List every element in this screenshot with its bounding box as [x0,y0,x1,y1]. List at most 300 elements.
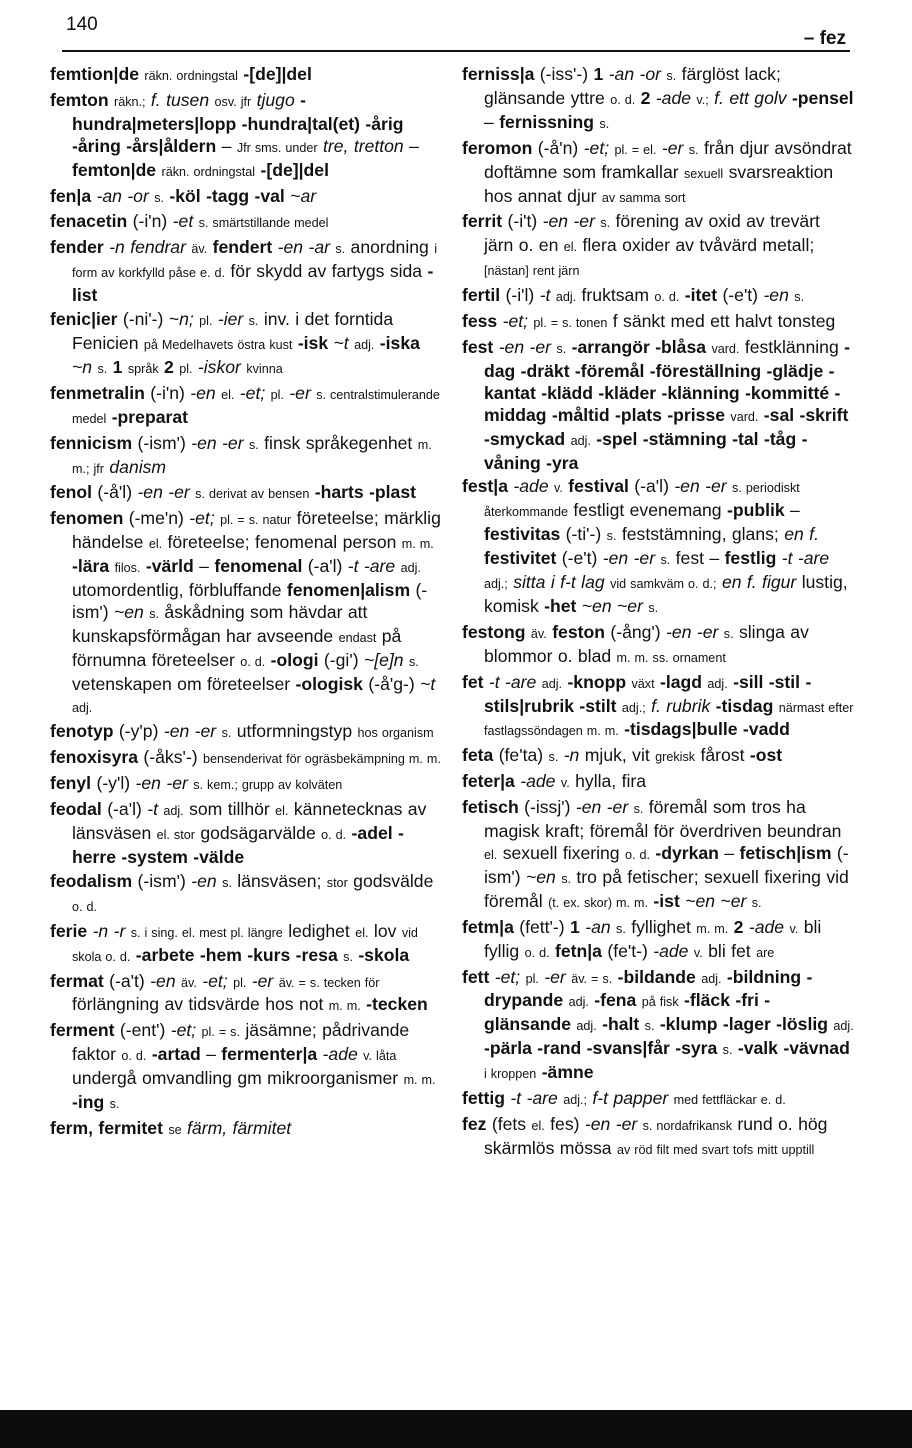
definition-text: (-y'p) [118,721,159,742]
headword: feromon [462,137,533,158]
guide-word: – fez [803,28,846,49]
headword: -köl -tagg -val [169,185,285,206]
inflection: -an -or [608,64,662,84]
dictionary-entry [50,64,442,88]
headword: -klump -lager -löslig [659,1014,828,1035]
headword: 2 [164,356,174,377]
definition-text: länsväsen; [237,870,322,891]
inflection: -ade [322,1044,358,1065]
inflection: -n -r [92,920,126,941]
definition-text: på förnumna företeelser [72,625,402,670]
small-note: språk [127,361,159,376]
definition-text: (-ent') [119,1020,166,1041]
inflection: -ier [217,309,244,330]
small-note: m. m. [401,537,434,552]
headword: fen|a [50,185,92,206]
inflection: -en -er [602,548,656,569]
headword: fetm|a [462,916,514,937]
inflection: -et; [583,137,610,158]
definition-text: (-y'l) [96,773,131,794]
inflection: -t -are [781,548,830,569]
headword: festival [568,476,629,497]
definition-text: förlängning av tidsvärde hos not [72,994,324,1015]
headword: 1 [112,356,123,377]
definition-text: – [409,135,419,156]
headword: fetisch|ism [739,843,832,863]
inflection: färm, färmitet [187,1117,292,1138]
inflection: f. ett golv [714,87,787,108]
small-note: bensenderivat för ogräsbekämpning m. m. [202,752,441,767]
headword: 1 [570,916,580,937]
small-note: äv. [191,242,208,257]
small-note: s. [723,626,734,641]
inflection: danism [109,456,167,477]
definition-text: festligt evenemang [573,500,722,521]
inflection: -ade [655,87,692,108]
definition-text: fyllighet [631,916,691,937]
small-note: o. d. [524,945,550,960]
headword: ferie [50,920,88,941]
inflection: -t -are [488,671,537,692]
headword: -artad [151,1044,201,1065]
inflection: -t -are [347,556,396,577]
inflection: -en -ar [277,237,330,258]
inflection: -en -er [575,797,629,818]
headword: fenotyp [50,721,114,742]
headword: fett [462,966,490,987]
scan-bottom-band [0,1410,912,1448]
headword: -lära [72,556,110,577]
dictionary-entry [462,64,854,136]
small-note: (t. ex. skor) m. m. [548,895,649,910]
small-note: räkn. ordningstal [144,69,238,83]
small-note: sexuell [684,166,724,181]
small-note: pl. [525,971,539,986]
headword: -lagd [659,671,702,692]
definition-text: finsk språkegenhet [264,432,413,453]
headword: fernissning [499,111,595,132]
definition-text: företeelse; fenomenal person [167,532,397,553]
small-note: s. smärtstillande medel [198,216,329,231]
small-note: pl. [233,975,247,990]
definition-text: (fett'-) [519,916,565,937]
small-note: v. [789,921,799,936]
small-note: s. [154,190,165,205]
inflection: -t [539,285,551,306]
inflection: -et; [239,382,266,403]
small-note: s. kem.; grupp av kolväten [193,778,343,793]
small-note: vard. [730,409,759,424]
inflection: -en -er [674,476,727,497]
inflection: ~t [420,673,436,694]
headword: -sal -skrift -smyckad [484,404,849,449]
small-note: s. [561,871,572,886]
small-note: adj. [701,971,722,986]
headword: -skola [358,944,410,965]
headword: fenomen [50,508,124,529]
definition-text: – [221,135,232,156]
inflection: ~ar [290,185,317,206]
small-note: s. [722,1043,733,1058]
inflection: f-t papper [592,1088,669,1109]
definition-text: (-iss'-) [539,64,589,84]
small-note: s. [644,1019,655,1034]
headword: -tecken [366,994,428,1015]
small-note: endast [338,630,377,645]
small-note: el. stor [156,828,195,843]
headword: festivitas [484,524,561,545]
definition-text: (-e't) [722,285,759,306]
headword: fez [462,1113,487,1134]
headword: fenacetin [50,211,128,232]
dictionary-entry [462,1114,854,1162]
inflection: -iskor [197,356,241,377]
small-note: adj. [163,804,184,819]
definition-text: lustig, komisk [484,572,848,616]
definition-text: bli fyllig [484,916,822,961]
definition-text: utformningstyp [236,721,353,742]
small-note: osv. jfr [214,94,252,109]
small-note: m. m. ss. ornament [616,650,726,665]
headword: femton [50,89,109,110]
headword: -värld [145,556,194,577]
dictionary-entry [50,90,442,184]
definition-text: – [206,1044,216,1065]
headword: fenic|ier [50,309,118,330]
definition-text: (-ism') [137,432,186,453]
inflection: ~t [333,332,349,353]
small-note: Jfr sms. under [236,140,318,155]
inflection: -en [763,285,789,306]
small-note: s. [660,553,671,568]
dictionary-entry [50,799,442,869]
dictionary-entry [462,771,854,795]
definition-text: (-å'n) [537,137,579,158]
inflection: -en -er [542,211,595,232]
headword: -fena [594,990,637,1011]
inflection: ~n; [168,309,194,330]
small-note: v.; [696,92,709,107]
inflection: -en [190,382,216,403]
definition-text: kännetecknas av länsväsen [72,799,427,844]
definition-text: (-ism') [72,580,428,622]
definition-text: godsägarvälde [200,823,316,844]
small-note: s. [633,802,644,817]
small-note: [nästan] rent järn [484,264,580,279]
definition-text: feststämning, glans; [621,524,779,545]
small-note: äv. [181,975,197,990]
small-note: s. [751,895,762,910]
dictionary-entry [50,971,442,1019]
inflection: -er [289,382,311,403]
definition-text: vetenskapen om företeelser [72,673,291,694]
inflection: -en -er [666,621,719,642]
small-note: s. [221,726,232,741]
inflection: tjugo [256,89,295,110]
small-note: v. [560,776,570,791]
small-note: s. [599,116,610,131]
headword: -hundra|meters|lopp -hundra|tal(et) -årig -åring -års|åldern [72,89,404,156]
definition-text: f sänkt med ett halvt tonsteg [612,311,836,332]
inflection: ~[e]n [363,649,404,670]
headword: -publik [726,500,785,521]
definition-text: förening av oxid av trevärt järn o. en [484,211,820,256]
headword: fetn|a [555,940,602,961]
small-note: pl. = s. natur [220,513,292,528]
headword: fermenter|a [221,1044,318,1065]
definition-text: (-i't) [507,211,538,232]
definition-text: inv. i det forntida Fenicien [72,309,394,353]
inflection: en f. [784,524,819,545]
small-note: s. centralstimulerande medel [72,387,440,426]
dictionary-entry [50,383,442,431]
definition-text: (-e't) [561,548,598,569]
headword: -bildning -drypande [484,966,813,1011]
headword: fendert [212,237,273,258]
definition-text: mjuk, vit [584,745,650,766]
small-note: i form av korkfylld påse e. d. [72,242,438,281]
headword: fess [462,311,498,332]
headword: fennicism [50,432,133,453]
small-note: s. [688,142,699,157]
small-note: adj. [707,676,728,691]
inflection: ~n [72,356,93,377]
inflection: sitta i f-t lag [513,572,605,593]
definition-text: (fets [491,1113,527,1134]
small-note: äv. [530,626,547,641]
headword: -preparat [111,406,188,427]
headword: feodalism [50,870,133,891]
small-note: s. i sing. el. mest pl. längre [130,925,283,940]
headword: -pensel [791,87,854,108]
headword: -ost [749,745,783,766]
dictionary-entry [462,797,854,915]
small-note: el. [221,387,235,402]
inflection: f. rubrik [651,695,711,716]
definition-text: (fe't-) [607,940,648,961]
dictionary-entry [50,433,442,481]
inflection: -en -er [135,773,188,794]
small-note: v. låta [363,1049,397,1064]
headword: -list [72,261,434,306]
small-note: s. [248,437,259,452]
dictionary-entry [50,921,442,969]
headword: -itet [684,285,718,306]
inflection: -et; [189,508,215,529]
definition-text: undergå omvandling gm mikroorganismer [72,1068,399,1089]
headword: -tisdags|bulle -vadd [624,719,790,740]
small-note: pl. [179,361,193,376]
small-note: s. [616,921,626,936]
headword: fenomen|alism [286,580,411,601]
definition-text: (-å'g-) [368,673,415,694]
headword: femtion|de [50,64,139,84]
dictionary-entry [462,211,854,283]
headword: fenmetralin [50,382,145,403]
small-note: o. d. [321,828,347,843]
small-note: are [756,945,775,960]
dictionary-entry [50,773,442,797]
headword: -pärla -rand -svans|får -syra [484,1038,718,1059]
definition-text: (-a'l) [307,556,343,577]
dictionary-entry [462,138,854,210]
headword: fermat [50,970,104,991]
headword: fenol [50,482,93,503]
small-note: närmast efter fastlagssöndagen m. m. [484,700,854,739]
page-number: 140 [66,14,98,35]
inflection: -n [563,745,580,766]
small-note: adj. [833,1019,854,1034]
headword: fenyl [50,773,92,794]
inflection: -et [172,211,194,232]
definition-text: (-ti'-) [565,524,602,545]
headword: femton|de [72,159,157,180]
dictionary-entry [462,337,854,474]
headword: fenomenal [214,556,303,577]
definition-text: (-issj') [524,797,571,818]
dictionary-entry [50,1118,442,1142]
small-note: m. m. [696,921,729,936]
headword: fet [462,671,484,692]
dictionary-entry [50,871,442,919]
dictionary-entry [462,285,854,309]
small-note: adj. [568,995,589,1010]
dictionary-entry [50,237,442,307]
definition-text: anordning [350,237,429,258]
definition-text: rund o. hög skärmlös mössa [484,1113,828,1158]
small-note: vid samkväm o. d.; [610,577,717,592]
dictionary-entry [50,1020,442,1116]
inflection: -et; [170,1020,197,1041]
small-note: s. derivat av bensen [195,487,310,502]
small-note: pl. = el. [614,142,657,157]
definition-text: (-a'l) [107,799,142,820]
small-note: pl. = s. tonen [533,316,608,331]
small-note: adj. [570,433,591,448]
small-note: växt [631,676,655,691]
definition-text: fes) [550,1113,580,1134]
inflection: f. tusen [150,89,210,110]
headword: feston [552,621,605,642]
small-note: m. m.; jfr [72,437,432,476]
definition-text: flera oxider av tvåvärd metall; [582,235,815,256]
small-note: m. m. [403,1073,436,1088]
definition-text: (-a'l) [634,476,669,497]
definition-text: – [724,843,735,863]
header-rule [62,50,850,52]
small-note: el. [531,1118,545,1133]
inflection: -en -er [163,721,217,742]
definition-text: fårost [700,745,745,766]
small-note: äv. = s. [571,971,613,986]
small-note: v. [693,945,703,960]
dictionary-entry [50,482,442,506]
small-note: el. [355,925,369,940]
definition-text: lov [373,920,397,941]
definition-text: ledighet [288,920,350,941]
definition-text: (-a't) [109,970,145,991]
definition-text: – [199,556,209,577]
headword: -arrangör -blåsa [571,336,707,357]
headword: -sill -stil -stils|rubrik -stilt [484,671,812,716]
headword: festivitet [484,548,557,569]
small-note: s. [556,341,567,356]
small-note: adj. [541,676,563,691]
definition-text: fest – [675,548,720,569]
dictionary-entry [462,476,854,619]
right-column [462,64,854,1164]
headword: -arbete -hem -kurs -resa [135,944,338,965]
definition-text: festklänning [744,336,839,357]
dictionary-entry [50,747,442,771]
small-note: med fettfläckar e. d. [673,1093,786,1108]
inflection: -er [661,137,684,158]
inflection: -en -er [191,432,244,453]
headword: -ing [72,1092,105,1113]
small-note: stor [326,875,348,890]
small-note: s. [149,606,160,621]
headword: -isk [297,332,329,353]
dictionary-entry [462,967,854,1087]
dictionary-entry [462,917,854,965]
dictionary-entry [462,622,854,670]
inflection: ~en ~er [581,595,643,616]
small-note: o. d. [121,1049,147,1064]
definition-text: – [484,111,494,132]
definition-text: för skydd av fartygs sida [230,261,423,282]
inflection: -n fendrar [109,237,186,258]
definition-text: (-ni'-) [122,309,164,330]
small-note: pl. [270,387,284,402]
headword: ferrit [462,211,503,232]
definition-text: (-å'l) [97,482,133,503]
small-note: adj. [72,700,93,715]
headword: feodal [50,799,102,820]
small-note: s. [248,314,259,329]
inflection: -ade [748,916,785,937]
small-note: s. [794,290,805,305]
inflection: ~en [113,601,144,622]
definition-text: jäsämne; pådrivande faktor [72,1020,410,1065]
definition-text: (-åks'-) [143,747,198,768]
small-note: s. periodiskt återkommande [484,481,800,520]
small-note: äv. = s. tecken för [278,975,380,990]
headword: -spel -stämning -tal -tåg -våning -yra [484,428,808,473]
headword: fender [50,237,104,258]
small-note: s. [343,949,353,964]
small-note: vard. [711,341,740,356]
definition-text: (-i'l) [505,285,535,306]
headword: 2 [733,916,744,937]
inflection: -ade [520,771,556,792]
inflection: -ade [513,476,549,497]
inflection: -en -er [137,482,190,503]
small-note: av samma sort [601,190,686,205]
definition-text: bli fet [708,940,751,961]
headword: -bildande [617,966,696,987]
headword: -iska [379,332,420,353]
headword: -[de]|del [243,64,312,84]
headword: festong [462,621,526,642]
headword: fetisch [462,797,519,818]
inflection: tre, tretton [323,135,404,156]
inflection: ~en ~er [685,890,747,911]
small-note: pl. [199,314,213,329]
headword: 1 [593,64,604,84]
small-note: vid skola o. d. [72,925,418,964]
headword: fertil [462,285,501,306]
left-column [50,64,442,1144]
